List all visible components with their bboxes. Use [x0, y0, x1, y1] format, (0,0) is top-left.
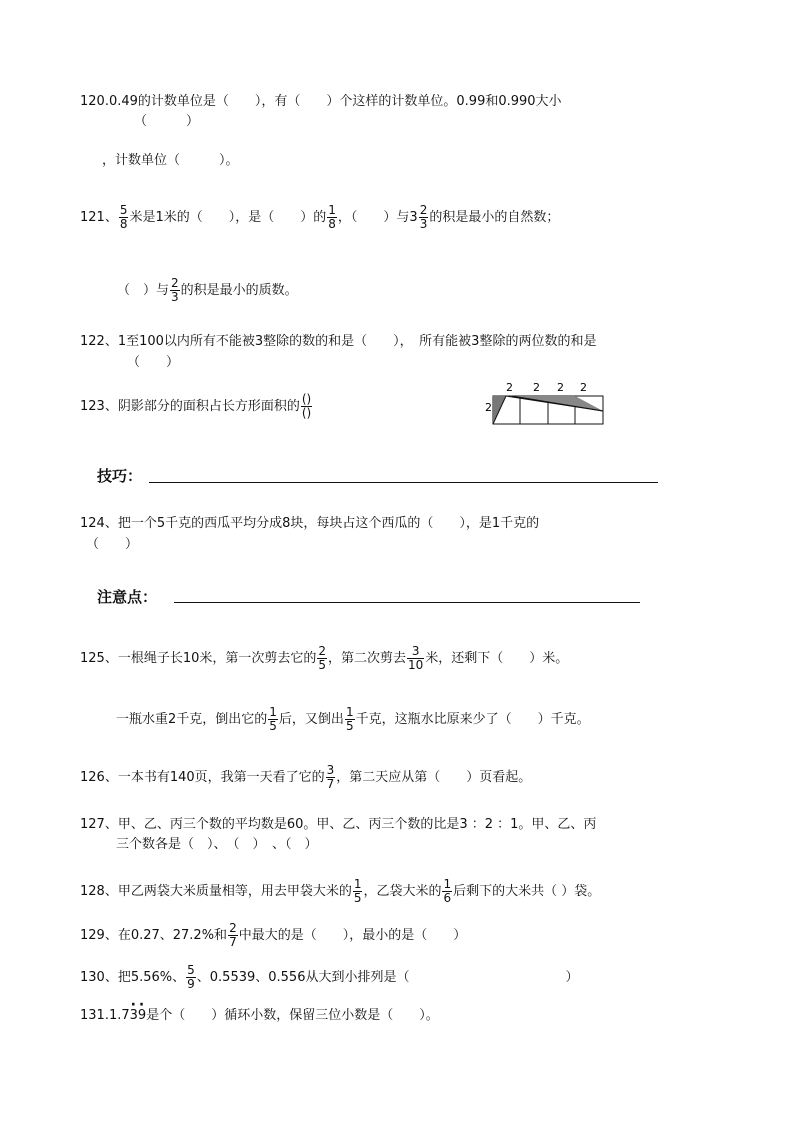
q131-line [80, 1008, 439, 1024]
q121-prefix: 121、 [80, 210, 118, 225]
q121-text2: ，（ ）与 [337, 210, 410, 225]
q129-text2: 中最大的是（ ），最小的是（ ） [238, 928, 467, 943]
tip-answer-line [149, 482, 658, 483]
fraction: $\frac{5}{8}$ [119, 203, 128, 231]
fraction: $\frac{1}{6}$ [443, 877, 452, 905]
q130-text1: 130、把5.56%、 [80, 970, 186, 985]
repeating-digit: · 3 [130, 1008, 138, 1024]
q120-line1: 120.0.49的计数单位是（ ），有（ ）个这样的计数单位。0.99和0.990大小 [80, 94, 562, 109]
q129-line [80, 922, 466, 949]
figure-label: 2 [533, 381, 540, 394]
q122-line2: （ ） [127, 355, 180, 370]
figure-label: 2 [506, 381, 513, 394]
q120-line3: ，计数单位（ ）。 [102, 153, 239, 168]
figure-label: 2 [557, 381, 564, 394]
q125-text2: ，第二次剪去 [328, 651, 407, 666]
q125-b-text1: 一瓶水重2千克，倒出它的 [116, 712, 268, 727]
q130-line [80, 964, 578, 991]
fraction: $\frac{2}{5}$ [318, 644, 326, 672]
q130-text2: 、0.5539、0.556从大到小排列是（ ） [196, 970, 579, 985]
fraction: $\frac{2}{7}$ [229, 921, 237, 949]
q127-line1: 127、甲、乙、丙三个数的平均数是60。甲、乙、丙三个数的比是3 ：2 ：1。甲、乙、丙 [80, 817, 597, 832]
q126-text2: ，第二天应从第（ ）页看起。 [336, 770, 532, 785]
q121-b-text2: 的积是最小的质数。 [180, 283, 298, 298]
shaded-rectangle-figure [482, 378, 608, 428]
q126-line [80, 764, 531, 791]
q121-line1 [80, 204, 559, 231]
q128-line [80, 878, 600, 905]
q125-line2 [116, 706, 590, 733]
q124-line2: （ ） [86, 537, 139, 552]
fraction: $\frac{1}{5}$ [353, 877, 362, 905]
fraction: $\frac{1}{8}$ [328, 203, 336, 231]
mixed-whole: 3 [409, 210, 418, 225]
q121-line2 [117, 277, 298, 304]
note-answer-line [174, 602, 640, 603]
fraction: $\frac{2}{3}$ [171, 276, 179, 304]
q125-b-text3: 千克，这瓶水比原来少了（ ）千克。 [355, 712, 590, 727]
q129-text1: 129、在0.27、27.2%和 [80, 928, 228, 943]
fraction: $\frac{5}{9}$ [187, 963, 195, 991]
repeating-digit: · 9 [138, 1008, 146, 1024]
q121-b-text1: （ ）与 [117, 283, 170, 298]
fraction: $\frac{2}{3}$ [419, 203, 428, 231]
q127-line2: 三个数各是（ ）、 （ ） 、（ ） [116, 837, 318, 852]
q131-prefix: 131.1.7 [80, 1008, 130, 1023]
q125-b-text2: 后，又倒出 [278, 712, 344, 727]
q121-text1: 米是1米的（ ），是（ ）的 [129, 210, 327, 225]
fraction: () () [301, 392, 312, 420]
q120-line2: （ ） [134, 114, 200, 129]
fraction: $\frac{3}{10}$ [408, 644, 424, 672]
q128-text3: 后剩下的大米共（ ）袋。 [453, 884, 601, 899]
fraction: $\frac{1}{5}$ [345, 705, 354, 733]
q128-text1: 128、甲乙两袋大米质量相等，用去甲袋大米的 [80, 884, 352, 899]
figure-label: 2 [580, 381, 587, 394]
q128-text2: ，乙袋大米的 [363, 884, 442, 899]
q125-line1 [80, 645, 568, 672]
tip-heading: 技巧： [97, 467, 143, 485]
q124-line1: 124、把一个5千克的西瓜平均分成8块，每块占这个西瓜的（ ），是1千克的 [80, 516, 540, 531]
q121-text3: 的积是最小的自然数； [429, 210, 560, 225]
q126-text1: 126、一本书有140页，我第一天看了它的 [80, 770, 325, 785]
q122-line1: 122、1至100以内所有不能被3整除的数的和是（ ）， 所有能被3整除的两位数的和是 [80, 334, 597, 349]
fraction: $\frac{3}{7}$ [326, 763, 335, 791]
q131-text: 是个（ ）循环小数，保留三位小数是（ ）。 [146, 1008, 439, 1023]
q123-text: 123、阴影部分的面积占长方形面积的 [80, 399, 300, 414]
note-heading: 注意点： [97, 588, 158, 606]
q125-text1: 125、一根绳子长10米，第一次剪去它的 [80, 651, 317, 666]
q123-line [80, 393, 313, 420]
figure-label: 2 [485, 401, 492, 414]
fraction: $\frac{1}{5}$ [269, 705, 277, 733]
q125-text3: 米，还剩下（ ）米。 [425, 651, 569, 666]
